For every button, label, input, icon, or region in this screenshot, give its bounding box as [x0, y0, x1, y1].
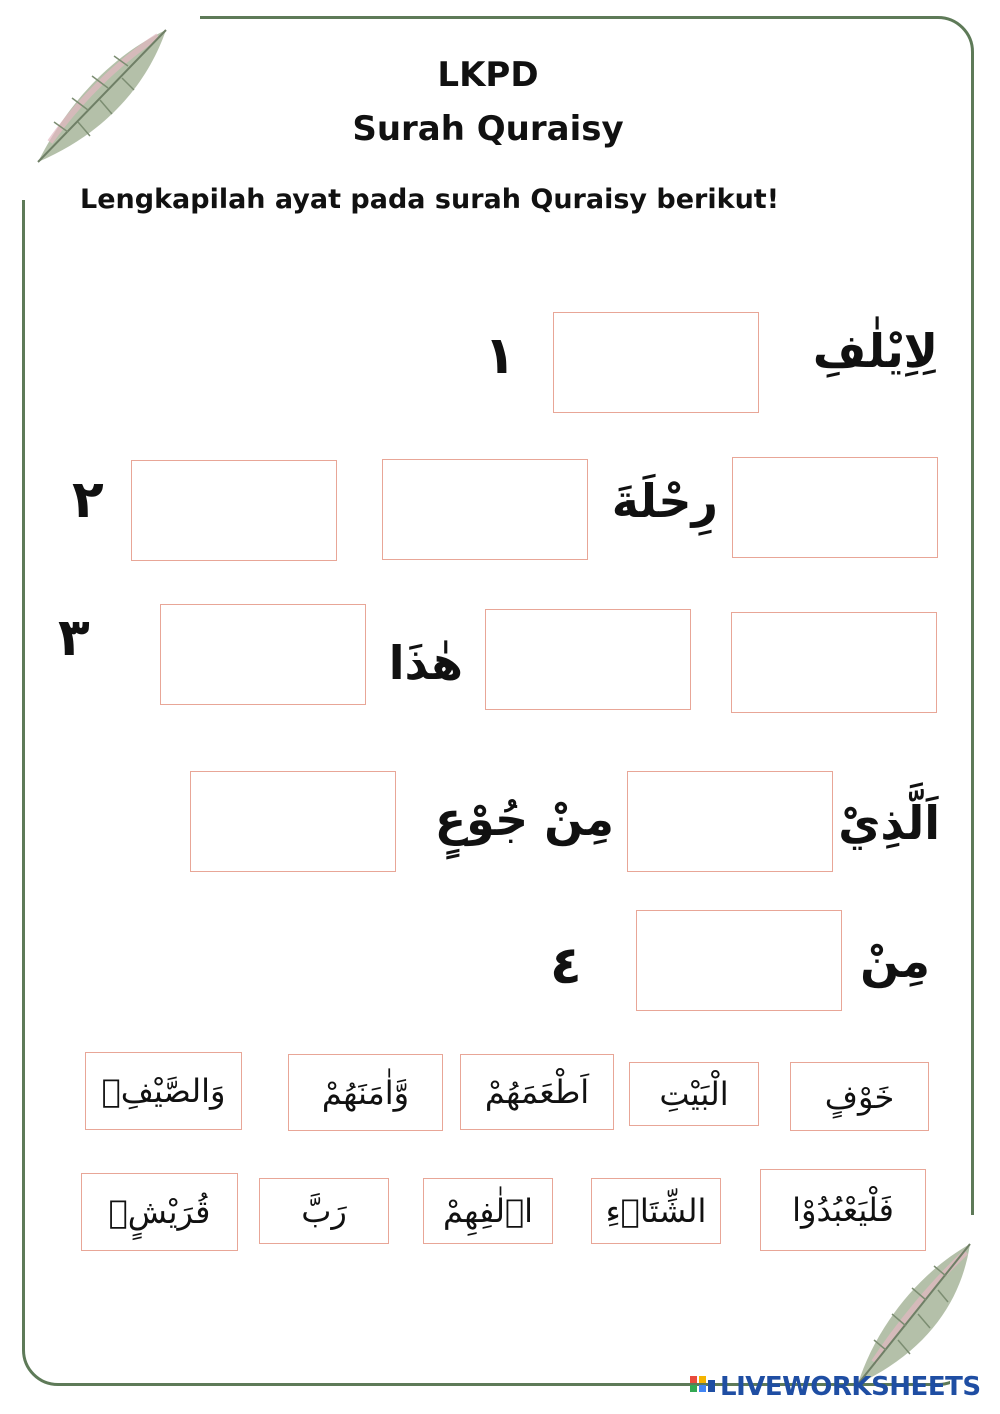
verse2-word-rihlata: رِحْلَةَ — [611, 474, 718, 528]
liveworksheets-logo-icon — [690, 1376, 716, 1398]
footer-brand — [690, 1372, 981, 1402]
word-chip-falyabudu[interactable]: فَلْيَعْبُدُوْا — [760, 1169, 926, 1251]
verse2-answer-box-1[interactable] — [732, 457, 938, 558]
verse4-answer-box-2[interactable] — [190, 771, 396, 872]
word-chip-ilafihim[interactable]: اٖلٰفِهِمْ — [423, 1178, 553, 1244]
verse3-answer-box-2[interactable] — [485, 609, 691, 710]
verse1-answer-box-1[interactable] — [553, 312, 759, 413]
word-chip-rabba[interactable]: رَبَّ — [259, 1178, 389, 1244]
verse4-word-alladhi: اَلَّذِيْ — [838, 796, 940, 850]
verse2-answer-box-2[interactable] — [382, 459, 588, 560]
verse4-word-min: مِنْ — [860, 934, 930, 988]
verse3-word-haadhaa: هٰذَا — [388, 636, 463, 690]
leaf-decoration-bottom-right — [850, 1238, 985, 1388]
leaf-decoration-top-left — [28, 22, 178, 172]
verse2-number: ٢ — [72, 470, 104, 530]
word-chip-was-sayf[interactable]: وَالصَّيْفِۚ — [85, 1052, 242, 1130]
page-title: LKPD — [437, 55, 539, 95]
word-chip-al-bayt[interactable]: الْبَيْتِ — [629, 1062, 759, 1126]
verse4-answer-box-1[interactable] — [627, 771, 833, 872]
verse2-answer-box-3[interactable] — [131, 460, 337, 561]
instruction-text: Lengkapilah ayat pada surah Quraisy berikut! — [80, 184, 780, 215]
word-chip-waamanahum[interactable]: وَّاٰمَنَهُمْ — [288, 1054, 443, 1131]
word-chip-ash-shitaa[interactable]: الشِّتَاۤءِ — [591, 1178, 721, 1244]
verse3-answer-box-1[interactable] — [731, 612, 937, 713]
word-chip-atamahum[interactable]: اَطْعَمَهُمْ — [460, 1054, 614, 1130]
verse4-word-min-juu: مِنْ جُوْعٍ — [434, 792, 614, 846]
verse3-number: ٣ — [58, 608, 90, 668]
page-subtitle: Surah Quraisy — [352, 109, 624, 149]
footer-brand-text: LIVEWORKSHEETS — [720, 1372, 981, 1402]
verse4-answer-box-3[interactable] — [636, 910, 842, 1011]
verse3-answer-box-3[interactable] — [160, 604, 366, 705]
verse1-number: ١ — [484, 326, 516, 386]
word-chip-khawf[interactable]: خَوْفٍ — [790, 1062, 929, 1131]
verse4-number: ٤ — [550, 936, 582, 996]
word-chip-quraysh[interactable]: قُرَيْشٍۙ — [81, 1173, 238, 1251]
verse1-word-lieelaafi: لِاِيْلٰفِ — [812, 324, 938, 378]
